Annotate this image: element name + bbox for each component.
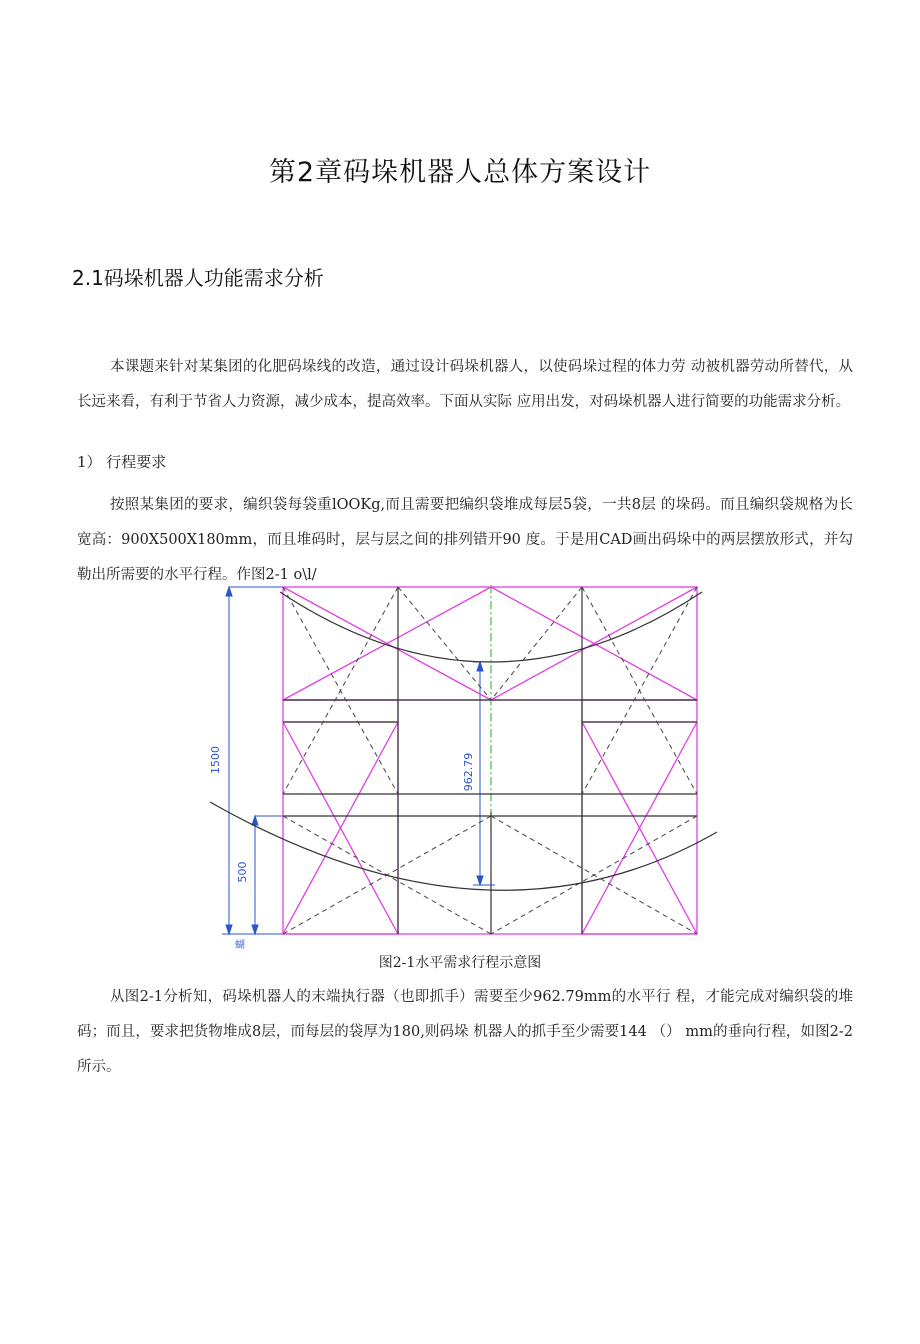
dimension-lines: [222, 587, 495, 934]
dimension-1500: 1500: [209, 746, 222, 774]
paragraph-analysis: 从图2-1分析知，码垛机器人的末端执行器（也即抓手）需要至少962.79mm的水平行 程，才能完成对编织袋的堆码；而且，要求把货物堆成8层，而每层的袋厚为180,则码垛 机器人的抓手至少需要144 （） mm的垂向行程，如图2-2所示。: [77, 989, 853, 1075]
magenta-boxes: [283, 587, 697, 934]
dashed-diagonals: [283, 587, 697, 934]
figure-caption: 图2-1水平需求行程示意图: [378, 955, 542, 971]
corner-label: 蝴: [235, 940, 245, 951]
chapter-title: 第2章码垛机器人总体方案设计: [268, 157, 652, 188]
cad-figure-horizontal-travel: [205, 582, 725, 952]
section-title: 2.1码垛机器人功能需求分析: [72, 266, 324, 290]
dimension-500: 500: [236, 861, 249, 883]
dimension-962-79: 962.79: [462, 752, 475, 792]
item-heading-travel: 1） 行程要求: [77, 453, 167, 471]
paragraph-requirements: 按照某集团的要求，编织袋每袋重lOOKg,而且需要把编织袋堆成每层5袋，一共8层 的垛码。而且编织袋规格为长宽高：900X500X180mm，而且堆码时，层与层之间的排列错开90 度。于是用CAD画出码垛中的两层摆放形式，并勾勒出所需要的水平行程。作图2-1 o\l/: [77, 497, 853, 583]
paragraph-intro: 本课题来针对某集团的化肥码垛线的改造，通过设计码垛机器人，以使码垛过程的体力劳 动被机器劳动所替代，从长远来看，有利于节省人力资源，减少成本，提高效率。下面从实际 应用出发，对码垛机器人进行简要的功能需求分析。: [77, 359, 853, 410]
